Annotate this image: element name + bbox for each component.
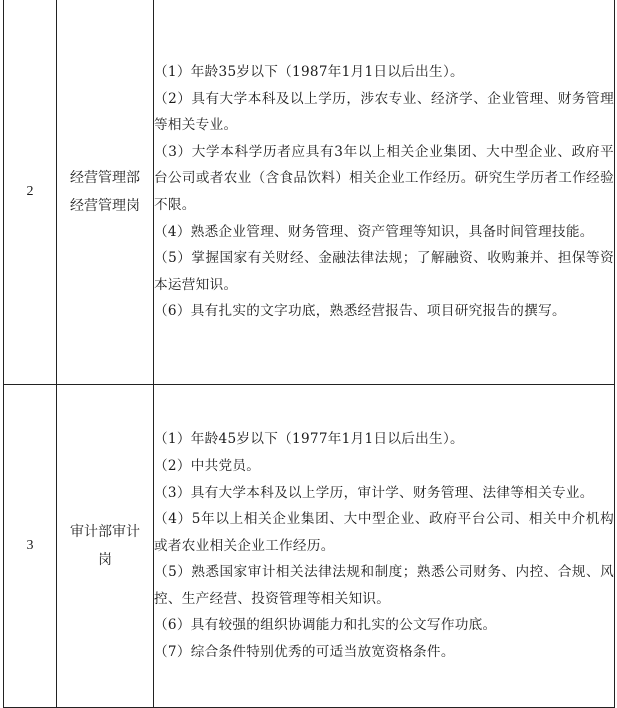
position-name (57, 0, 154, 385)
row-number: 3 (4, 385, 57, 708)
position-line: 审计部审计 (70, 524, 140, 540)
requirements-cell (154, 385, 615, 708)
requirement-item: （5）掌握国家有关财经、金融法律法规；了解融资、收购兼并、担保等资本运营知识。 (154, 250, 614, 293)
requirements-cell (154, 0, 615, 385)
requirement-item: （4）熟悉企业管理、财务管理、资产管理等知识，具备时间管理技能。 (154, 223, 594, 240)
requirement-item: （7）综合条件特别优秀的可适当放宽资格条件。 (154, 644, 455, 661)
requirement-item: （3）具有大学本科及以上学历，审计学、财务管理、法律等相关专业。 (154, 484, 594, 501)
requirement-item: （2）中共党员。 (154, 457, 261, 474)
requirement-item: （2）具有大学本科及以上学历，涉农专业、经济学、企业管理、财务管理等相关专业。 (154, 90, 614, 134)
requirements-table (3, 0, 615, 708)
row-number: 2 (4, 0, 57, 385)
position-line: 经营管理部 (70, 170, 140, 186)
table-row (4, 0, 615, 385)
requirement-item: （6）具有扎实的文字功底，熟悉经营报告、项目研究报告的撰写。 (154, 303, 566, 320)
table-row (4, 385, 615, 708)
requirement-item: （3）大学本科学历者应具有3年以上相关企业集团、大中型企业、政府平台公司或者农业（含食品饮料）相关企业工作经历。研究生学历者工作经验不限。 (154, 143, 614, 213)
requirement-item: （1）年龄45岁以下（1977年1月1日以后出生）。 (154, 431, 464, 448)
position-line: 岗 (98, 552, 112, 568)
requirement-item: （1）年龄35岁以下（1987年1月1日以后出生）。 (154, 64, 464, 81)
requirement-item: （6）具有较强的组织协调能力和扎实的公文写作功底。 (154, 617, 497, 634)
position-line: 经营管理岗 (70, 198, 140, 214)
requirement-item: （4）5年以上相关企业集团、大中型企业、政府平台公司、相关中介机构或者农业相关企业工作经历。 (154, 511, 614, 554)
position-name (57, 385, 154, 708)
requirement-item: （5）熟悉国家审计相关法律法规和制度；熟悉公司财务、内控、合规、风控、生产经营、投资管理等相关知识。 (154, 564, 614, 607)
